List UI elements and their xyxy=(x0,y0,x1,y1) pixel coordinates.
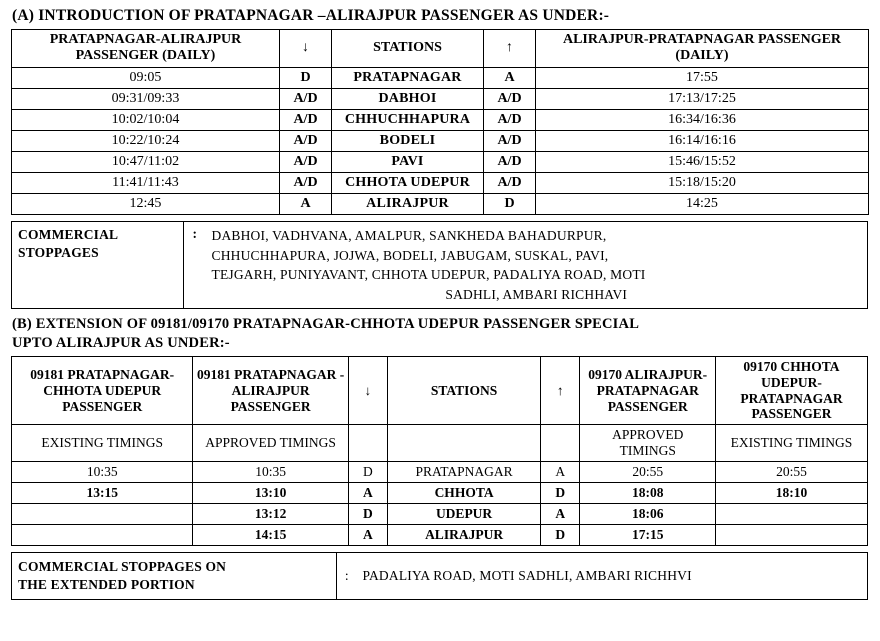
section-b-heading-line2: UPTO ALIRAJPUR AS UNDER:- xyxy=(12,334,230,351)
subheader-existing-timings-right: EXISTING TIMINGS xyxy=(715,425,867,462)
up-mark: A/D xyxy=(484,151,536,172)
down-mark: A xyxy=(280,194,332,215)
down-mark: A/D xyxy=(280,151,332,172)
table-row xyxy=(12,151,869,172)
column-header-up-train: ALIRAJPUR-PRATAPNAGAR PASSENGER (DAILY) xyxy=(536,30,869,67)
up-mark: A/D xyxy=(484,173,536,194)
station-name: BODELI xyxy=(332,130,484,151)
up-time: 17:55 xyxy=(536,67,869,88)
down-mark: A xyxy=(348,525,387,546)
down-time: 12:45 xyxy=(12,194,280,215)
table-header-row xyxy=(12,30,869,67)
table-row xyxy=(12,525,868,546)
column-header-09181-approved: 09181 PRATAPNAGAR -ALIRAJPUR PASSENGER xyxy=(193,356,348,425)
table-row xyxy=(12,173,869,194)
table-subheader-row xyxy=(12,425,868,462)
existing-up-time: 18:10 xyxy=(715,483,867,504)
stoppages-label-line2: STOPPAGES xyxy=(18,244,99,260)
table-row xyxy=(12,109,869,130)
column-header-stations: STATIONS xyxy=(332,30,484,67)
section-a-commercial-stoppages xyxy=(11,221,868,309)
column-header-09181-existing: 09181 PRATAPNAGAR-CHHOTA UDEPUR PASSENGER xyxy=(12,356,193,425)
approved-up-time: 18:08 xyxy=(580,483,716,504)
down-arrow-icon: ↓ xyxy=(280,30,332,67)
up-time: 15:18/15:20 xyxy=(536,173,869,194)
down-mark: A/D xyxy=(280,173,332,194)
down-arrow-icon: ↓ xyxy=(348,356,387,425)
stoppages-text-line3: TEJGARH, PUNIYAVANT, CHHOTA UDEPUR, PADALIYA ROAD, MOTI xyxy=(211,267,646,283)
up-mark: A/D xyxy=(484,88,536,109)
approved-down-time: 13:12 xyxy=(193,504,348,525)
existing-down-time xyxy=(12,504,193,525)
existing-down-time: 10:35 xyxy=(12,462,193,483)
table-header-row xyxy=(12,356,868,425)
stoppages-row xyxy=(12,552,868,599)
station-name: PRATAPNAGAR xyxy=(388,462,541,483)
existing-down-time: 13:15 xyxy=(12,483,193,504)
approved-down-time: 13:10 xyxy=(193,483,348,504)
station-name: CHHOTA UDEPUR xyxy=(332,173,484,194)
subheader-approved-timings-right: APPROVED TIMINGS xyxy=(580,425,716,462)
up-mark: A xyxy=(484,67,536,88)
column-header-down-train: PRATAPNAGAR-ALIRAJPUR PASSENGER (DAILY) xyxy=(12,30,280,67)
up-mark: A/D xyxy=(484,109,536,130)
stoppages-text: PADALIYA ROAD, MOTI SADHLI, AMBARI RICHHVI xyxy=(357,552,868,599)
table-row xyxy=(12,462,868,483)
station-name: ALIRAJPUR xyxy=(388,525,541,546)
station-name: CHHOTA xyxy=(388,483,541,504)
down-time: 10:02/10:04 xyxy=(12,109,280,130)
down-time: 09:31/09:33 xyxy=(12,88,280,109)
section-b-heading-line1: (B) EXTENSION OF 09181/09170 PRATAPNAGAR-CHHOTA UDEPUR PASSENGER SPECIAL xyxy=(12,316,640,333)
station-name: PRATAPNAGAR xyxy=(332,67,484,88)
stoppages-label-line1: COMMERCIAL STOPPAGES ON xyxy=(18,558,227,574)
subheader-blank-up xyxy=(541,425,580,462)
stoppages-text-line2: CHHUCHHAPURA, JOJWA, BODELI, JABUGAM, SUSKAL, PAVI, xyxy=(211,247,609,263)
down-time: 10:47/11:02 xyxy=(12,151,280,172)
up-time: 14:25 xyxy=(536,194,869,215)
approved-up-time: 18:06 xyxy=(580,504,716,525)
approved-down-time: 10:35 xyxy=(193,462,348,483)
up-arrow-icon: ↑ xyxy=(541,356,580,425)
down-mark: A/D xyxy=(280,130,332,151)
station-name: PAVI xyxy=(332,151,484,172)
approved-up-time: 17:15 xyxy=(580,525,716,546)
station-name: UDEPUR xyxy=(388,504,541,525)
section-b-commercial-stoppages xyxy=(11,552,868,600)
up-time: 17:13/17:25 xyxy=(536,88,869,109)
subheader-existing-timings-left: EXISTING TIMINGS xyxy=(12,425,193,462)
up-mark: A xyxy=(541,462,580,483)
subheader-approved-timings-left: APPROVED TIMINGS xyxy=(193,425,348,462)
up-mark: D xyxy=(541,483,580,504)
stoppages-label-line2: THE EXTENDED PORTION xyxy=(18,577,195,593)
table-row xyxy=(12,130,869,151)
section-b-timetable xyxy=(11,356,868,546)
up-time: 16:14/16:16 xyxy=(536,130,869,151)
table-row xyxy=(12,194,869,215)
up-mark: D xyxy=(541,525,580,546)
down-time: 10:22/10:24 xyxy=(12,130,280,151)
down-mark: A xyxy=(348,483,387,504)
existing-up-time xyxy=(715,525,867,546)
subheader-blank-stations xyxy=(388,425,541,462)
existing-up-time xyxy=(715,504,867,525)
stoppages-label-line1: COMMERCIAL xyxy=(18,227,119,243)
down-time: 11:41/11:43 xyxy=(12,173,280,194)
up-mark: A/D xyxy=(484,130,536,151)
up-time: 16:34/16:36 xyxy=(536,109,869,130)
station-name: DABHOI xyxy=(332,88,484,109)
up-time: 15:46/15:52 xyxy=(536,151,869,172)
stoppages-colon: : xyxy=(184,222,206,309)
section-a-timetable xyxy=(11,29,869,215)
stoppages-colon: : xyxy=(337,552,357,599)
up-mark: D xyxy=(484,194,536,215)
section-b-heading xyxy=(12,315,872,351)
up-arrow-icon: ↑ xyxy=(484,30,536,67)
column-header-09170-existing: 09170 CHHOTA UDEPUR-PRATAPNAGAR PASSENGER xyxy=(715,356,867,425)
table-row xyxy=(12,483,868,504)
down-mark: D xyxy=(280,67,332,88)
down-mark: D xyxy=(348,462,387,483)
stoppages-row xyxy=(12,222,868,309)
column-header-stations: STATIONS xyxy=(388,356,541,425)
up-mark: A xyxy=(541,504,580,525)
stoppages-text-line4: SADHLI, AMBARI RICHHAVI xyxy=(445,286,628,302)
down-time: 09:05 xyxy=(12,67,280,88)
stoppages-label xyxy=(12,222,184,309)
stoppages-text xyxy=(206,222,868,309)
approved-down-time: 14:15 xyxy=(193,525,348,546)
down-mark: A/D xyxy=(280,88,332,109)
existing-up-time: 20:55 xyxy=(715,462,867,483)
table-row xyxy=(12,67,869,88)
station-name: ALIRAJPUR xyxy=(332,194,484,215)
down-mark: D xyxy=(348,504,387,525)
subheader-blank-down xyxy=(348,425,387,462)
station-name: CHHUCHHAPURA xyxy=(332,109,484,130)
section-a-heading: (A) INTRODUCTION OF PRATAPNAGAR –ALIRAJPUR PASSENGER AS UNDER:- xyxy=(12,7,610,24)
stoppages-label xyxy=(12,552,337,599)
stoppages-text-line1: DABHOI, VADHVANA, AMALPUR, SANKHEDA BAHADURPUR, xyxy=(211,228,607,244)
down-mark: A/D xyxy=(280,109,332,130)
column-header-09170-approved: 09170 ALIRAJPUR-PRATAPNAGAR PASSENGER xyxy=(580,356,716,425)
table-row xyxy=(12,88,869,109)
approved-up-time: 20:55 xyxy=(580,462,716,483)
existing-down-time xyxy=(12,525,193,546)
table-row xyxy=(12,504,868,525)
